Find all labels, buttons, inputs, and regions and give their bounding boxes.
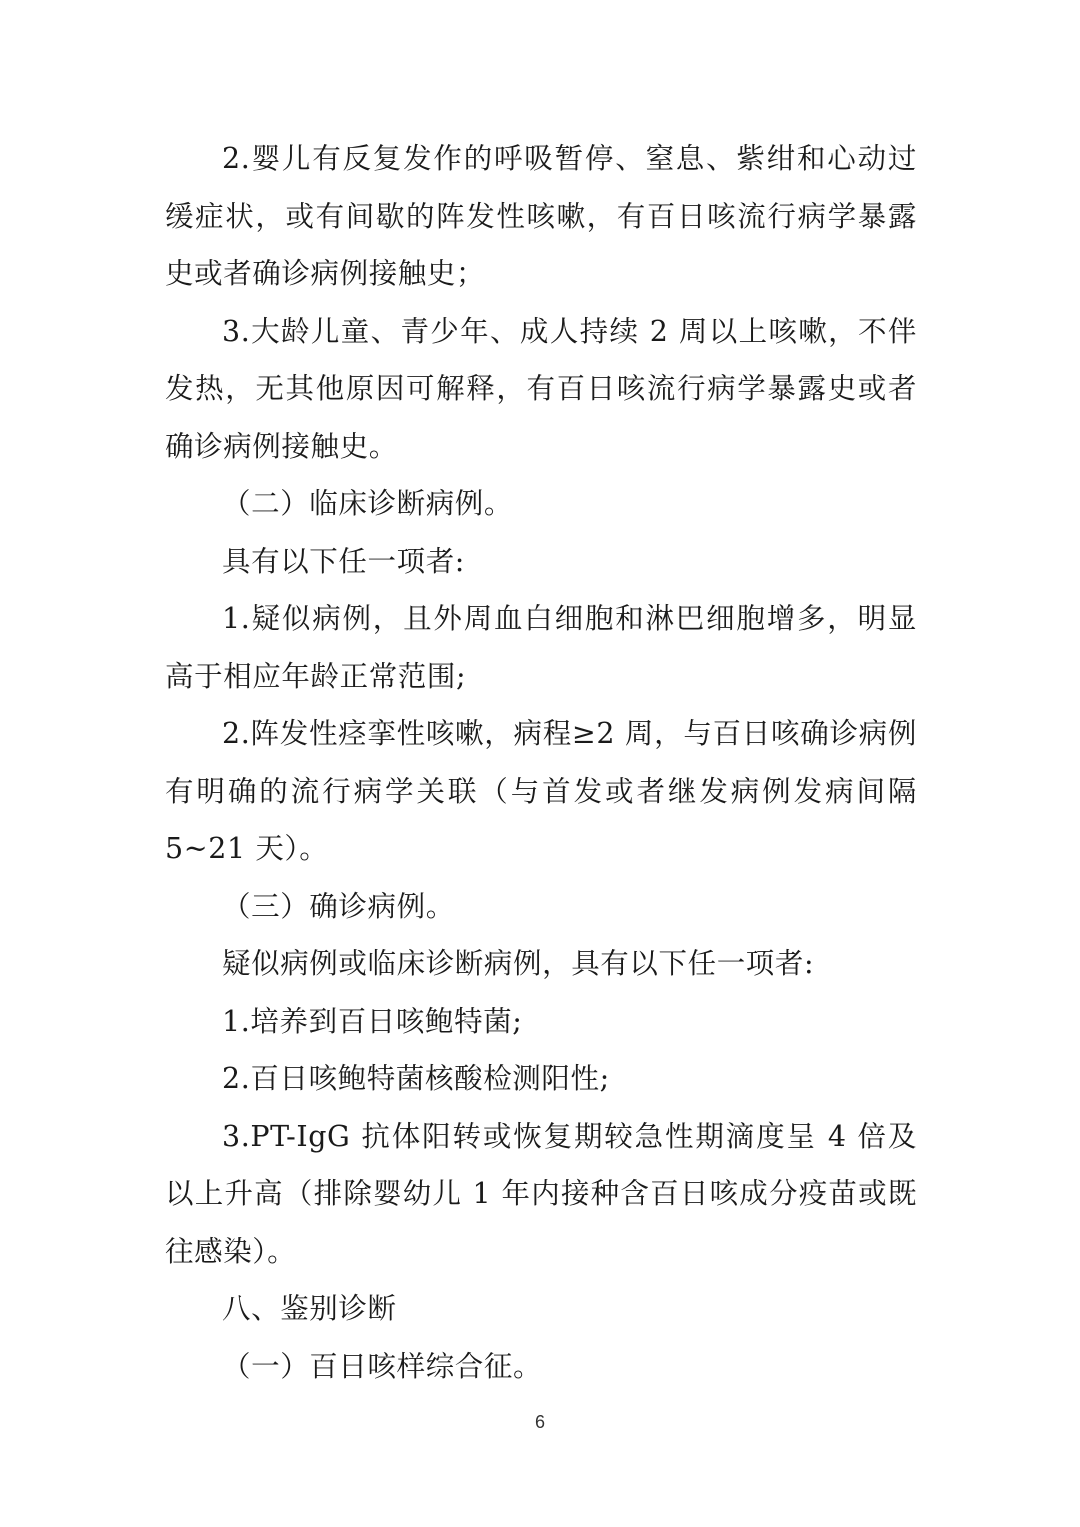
document-body: [165, 130, 917, 1395]
paragraph-culture: 1.培养到百日咳鲍特菌;: [222, 1004, 523, 1038]
paragraph-confirmed-criteria: 疑似病例或临床诊断病例，具有以下任一项者:: [222, 947, 815, 980]
section-heading-pertussis-like-syndrome: （一）百日咳样综合征。: [222, 1349, 543, 1383]
section-heading-clinical-diagnosis: （二）临床诊断病例。: [222, 487, 514, 520]
paragraph-antibody: 3.PT-IgG 抗体阳转或恢复期较急性期滴度呈 4 倍及以上升高（排除婴幼儿 1 年内接种含百日咳成分疫苗或既往感染）。: [165, 1119, 917, 1268]
page-number: 6: [534, 1412, 545, 1432]
paragraph-any-of-following: 具有以下任一项者:: [222, 544, 466, 578]
chapter-heading-differential-diagnosis: 八、鉴别诊断: [222, 1292, 397, 1325]
paragraph-blood-cell-increase: 1.疑似病例，且外周血白细胞和淋巴细胞增多，明显高于相应年龄正常范围;: [165, 602, 917, 693]
paragraph-paroxysmal-cough: 2.阵发性痉挛性咳嗽，病程≥2 周，与百日咳确诊病例有明确的流行病学关联（与首发或者继发病例发病间隔 5~21 天）。: [165, 717, 917, 865]
paragraph-older-children-cough: 3.大龄儿童、青少年、成人持续 2 周以上咳嗽，不伴发热，无其他原因可解释，有百日咳流行病学暴露史或者确诊病例接触史。: [165, 314, 917, 463]
section-heading-confirmed-cases: （三）确诊病例。: [222, 889, 455, 923]
paragraph-nucleic-acid: 2.百日咳鲍特菌核酸检测阳性;: [222, 1062, 610, 1095]
paragraph-infant-symptoms: 2.婴儿有反复发作的呼吸暂停、窒息、紫绀和心动过缓症状，或有间歇的阵发性咳嗽，有百日咳流行病学暴露史或者确诊病例接触史；: [165, 142, 917, 290]
